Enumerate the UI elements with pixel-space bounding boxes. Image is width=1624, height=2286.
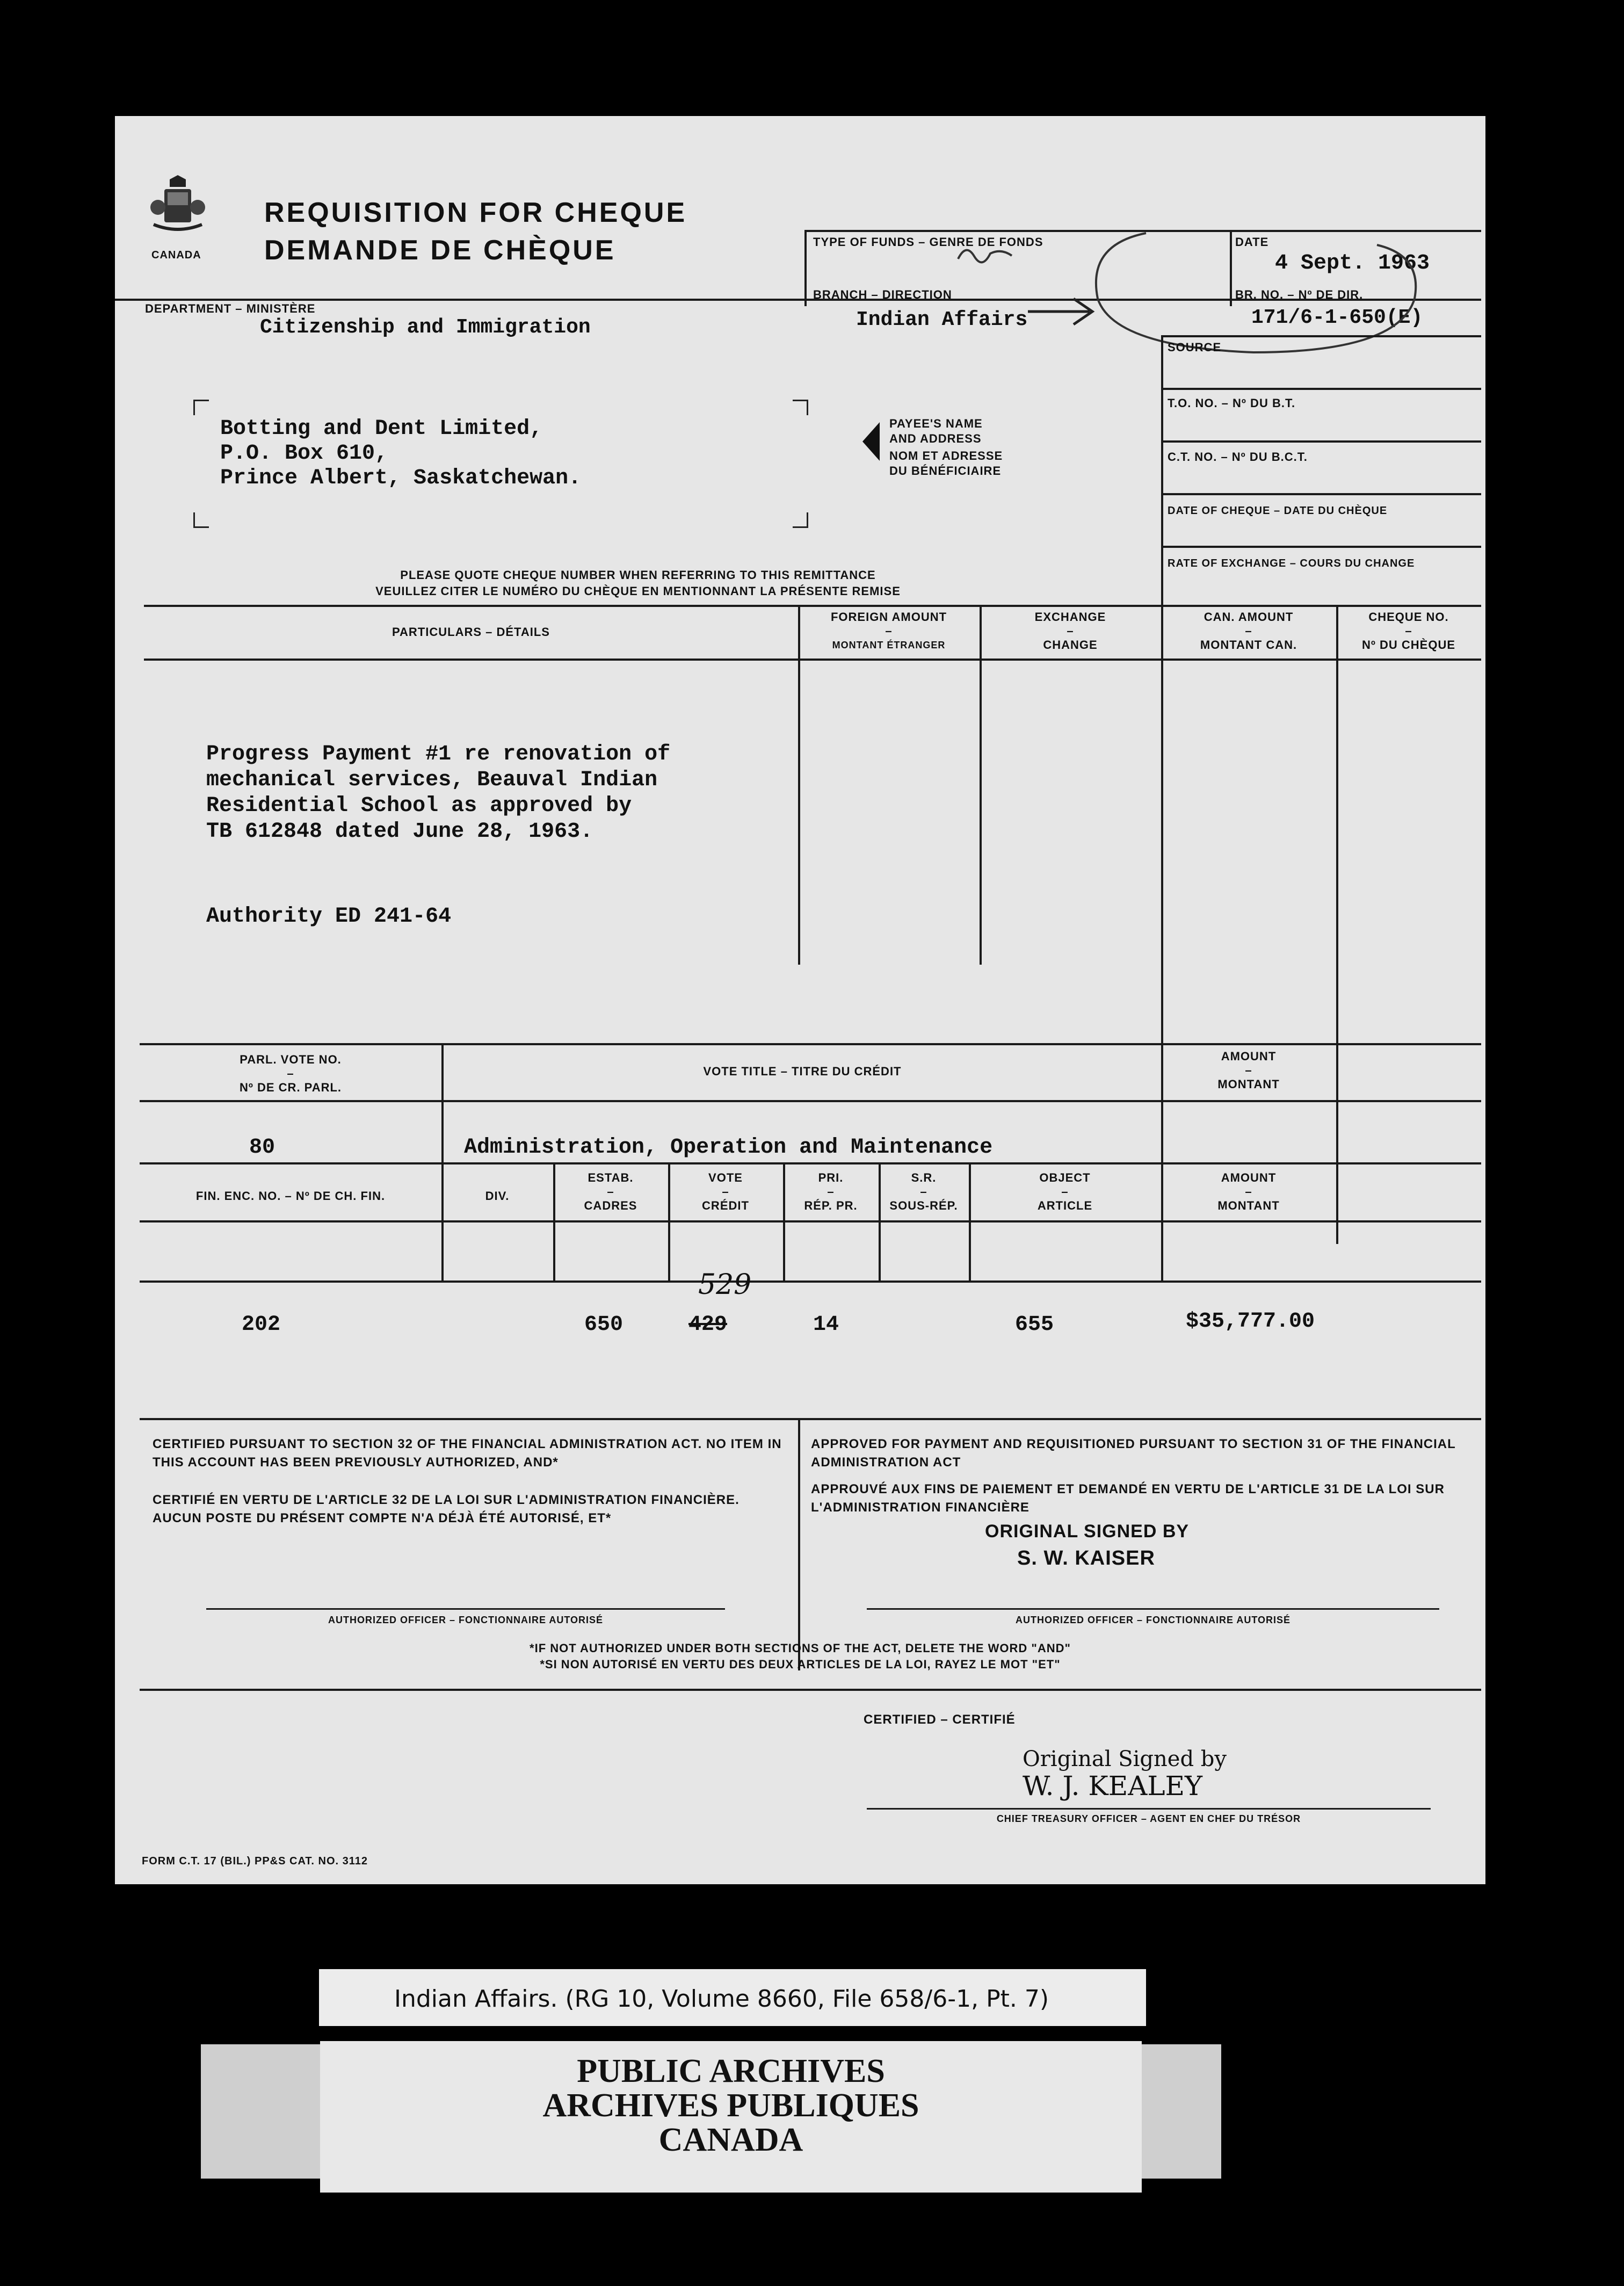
col-particulars: PARTICULARS – DÉTAILS — [392, 625, 550, 639]
fin-enc-value: 202 — [242, 1313, 281, 1337]
rate-of-exchange-label: RATE OF EXCHANGE – COURS DU CHANGE — [1168, 558, 1415, 569]
archive-stamp — [320, 2041, 1142, 2193]
col-object: OBJECT – ARTICLE — [1037, 1171, 1093, 1212]
source-label: SOURCE — [1168, 341, 1222, 354]
object-value: 655 — [1015, 1313, 1054, 1337]
col-sr: S.R. – SOUS-RÉP. — [889, 1171, 958, 1212]
authorized-officer-right: AUTHORIZED OFFICER – FONCTIONNAIRE AUTORISÉ — [1015, 1615, 1291, 1625]
payee-label-4: DU BÉNÉFICIAIRE — [889, 464, 1002, 478]
authorized-officer-left: AUTHORIZED OFFICER – FONCTIONNAIRE AUTORISÉ — [328, 1615, 603, 1625]
br-no-label: BR. NO. – Nº DE DIR. — [1235, 288, 1364, 301]
cert-left-fr: CERTIFIÉ EN VERTU DE L'ARTICLE 32 DE LA LOI SUR L'ADMINISTRATION FINANCIÈRE. AUCUN POSTE DU PRÉSENT COMPTE N'A DÉJÀ ÉTÉ AUTORISÉ, ET* — [153, 1493, 740, 1525]
branch-label: BRANCH – DIRECTION — [813, 288, 952, 301]
particulars-line-4: TB 612848 dated June 28, 1963. — [206, 820, 593, 844]
quote-cheque-en: PLEASE QUOTE CHEQUE NUMBER WHEN REFERRING TO THIS REMITTANCE — [400, 568, 876, 582]
type-of-funds-label: TYPE OF FUNDS – GENRE DE FONDS — [813, 235, 1043, 249]
archive-line-1: PUBLIC ARCHIVES — [577, 2053, 885, 2089]
quote-cheque-fr: VEUILLEZ CITER LE NUMÉRO DU CHÈQUE EN MENTIONNANT LA PRÉSENTE REMISE — [375, 584, 901, 598]
col-parl-vote: PARL. VOTE NO. – Nº DE CR. PARL. — [239, 1053, 342, 1094]
vote-value: 429 — [688, 1313, 728, 1337]
original-signed-label: ORIGINAL SIGNED BY — [985, 1521, 1190, 1542]
to-no-label: T.O. NO. – Nº DU B.T. — [1168, 396, 1296, 410]
form-number: FORM C.T. 17 (BIL.) PP&S CAT. NO. 3112 — [142, 1855, 368, 1867]
col-cheque-no: CHEQUE NO. – Nº DU CHÈQUE — [1361, 610, 1456, 652]
payee-line-1: Botting and Dent Limited, — [220, 417, 543, 441]
canada-label: CANADA — [151, 249, 201, 261]
signer-right: S. W. KAISER — [1017, 1547, 1155, 1569]
authority-value: Authority ED 241-64 — [206, 905, 452, 929]
col-vote-title: VOTE TITLE – TITRE DU CRÉDIT — [703, 1065, 902, 1078]
archive-reference: Indian Affairs. (RG 10, Volume 8660, File 658/6-1, Pt. 7) — [394, 1985, 1049, 2013]
pointer-triangle-icon — [860, 420, 882, 463]
date-label: DATE — [1235, 235, 1269, 249]
note-fr: *SI NON AUTORISÉ EN VERTU DES DEUX ARTICLES DE LA LOI, RAYEZ LE MOT "ET" — [540, 1658, 1061, 1671]
ct-no-label: C.T. NO. – Nº DU B.C.T. — [1168, 450, 1308, 464]
estab-value: 650 — [584, 1313, 624, 1337]
col-fin-enc: FIN. ENC. NO. – Nº DE CH. FIN. — [195, 1189, 386, 1203]
vote-title-value: Administration, Operation and Maintenance — [464, 1135, 993, 1160]
archive-reference-strip — [319, 1969, 1146, 2026]
parl-vote-value: 80 — [249, 1135, 276, 1160]
department-value: Citizenship and Immigration — [260, 316, 591, 339]
coding-amount-value: $35,777.00 — [1186, 1310, 1315, 1334]
certified-label: CERTIFIED – CERTIFIÉ — [864, 1712, 1016, 1727]
funds-initials-mark — [953, 237, 1017, 270]
vote-handwritten-correction: 529 — [698, 1269, 752, 1301]
col-foreign-amount: FOREIGN AMOUNT – MONTANT ÉTRANGER — [830, 610, 947, 650]
pri-value: 14 — [813, 1313, 839, 1337]
archive-line-3: CANADA — [658, 2122, 803, 2158]
col-vote: VOTE – CRÉDIT — [702, 1171, 749, 1212]
payee-line-3: Prince Albert, Saskatchewan. — [220, 466, 582, 490]
date-value: 4 Sept. 1963 — [1275, 251, 1430, 276]
col-coding-amount: AMOUNT – MONTANT — [1217, 1171, 1280, 1212]
col-estab: ESTAB. – CADRES — [584, 1171, 637, 1212]
department-label: DEPARTMENT – MINISTÈRE — [145, 302, 316, 315]
payee-line-2: P.O. Box 610, — [220, 442, 388, 466]
form-title-en: REQUISITION FOR CHEQUE — [264, 197, 687, 228]
treasury-officer-label: CHIEF TREASURY OFFICER – AGENT EN CHEF DU TRÉSOR — [996, 1813, 1301, 1824]
cert-left-en: CERTIFIED PURSUANT TO SECTION 32 OF THE FINANCIAL ADMINISTRATION ACT. NO ITEM IN THIS ACCOUNT HAS BEEN PREVIOUSLY AUTHORIZED, AND* — [153, 1437, 782, 1470]
col-vote-amount: AMOUNT – MONTANT — [1217, 1050, 1280, 1091]
branch-value: Indian Affairs — [856, 308, 1028, 331]
col-div: DIV. — [485, 1189, 510, 1203]
form-title-fr: DEMANDE DE CHÈQUE — [264, 235, 616, 266]
col-can-amount: CAN. AMOUNT – MONTANT CAN. — [1200, 610, 1297, 652]
note-en: *IF NOT AUTHORIZED UNDER BOTH SECTIONS OF THE ACT, DELETE THE WORD "AND" — [530, 1641, 1071, 1655]
payee-label-3: NOM ET ADRESSE — [889, 449, 1003, 462]
payee-label-1: PAYEE'S NAME — [889, 417, 983, 430]
handdrawn-circle-mark — [1076, 223, 1425, 390]
archive-line-2: ARCHIVES PUBLIQUES — [542, 2087, 919, 2124]
particulars-line-3: Residential School as approved by — [206, 794, 632, 818]
particulars-line-1: Progress Payment #1 re renovation of — [206, 742, 671, 766]
col-exchange: EXCHANGE – CHANGE — [1034, 610, 1106, 652]
treasury-signer: W. J. KEALEY — [1023, 1770, 1203, 1802]
cert-right-en: APPROVED FOR PAYMENT AND REQUISITIONED PURSUANT TO SECTION 31 OF THE FINANCIAL ADMINISTRATION ACT — [811, 1437, 1456, 1470]
payee-label-2: AND ADDRESS — [889, 432, 982, 445]
cert-right-fr: APPROUVÉ AUX FINS DE PAIEMENT ET DEMANDÉ EN VERTU DE L'ARTICLE 31 DE LA LOI SUR L'ADMINISTRATION FINANCIÈRE — [811, 1482, 1445, 1515]
requisition-form — [115, 116, 1485, 1884]
particulars-line-2: mechanical services, Beauval Indian — [206, 768, 658, 792]
br-no-value: 171/6-1-650(E) — [1251, 306, 1423, 329]
treasury-signed-label: Original Signed by — [1023, 1747, 1227, 1771]
coat-of-arms-icon — [148, 175, 207, 245]
col-pri: PRI. – RÉP. PR. — [804, 1171, 858, 1212]
date-of-cheque-label: DATE OF CHEQUE – DATE DU CHÈQUE — [1168, 505, 1388, 517]
